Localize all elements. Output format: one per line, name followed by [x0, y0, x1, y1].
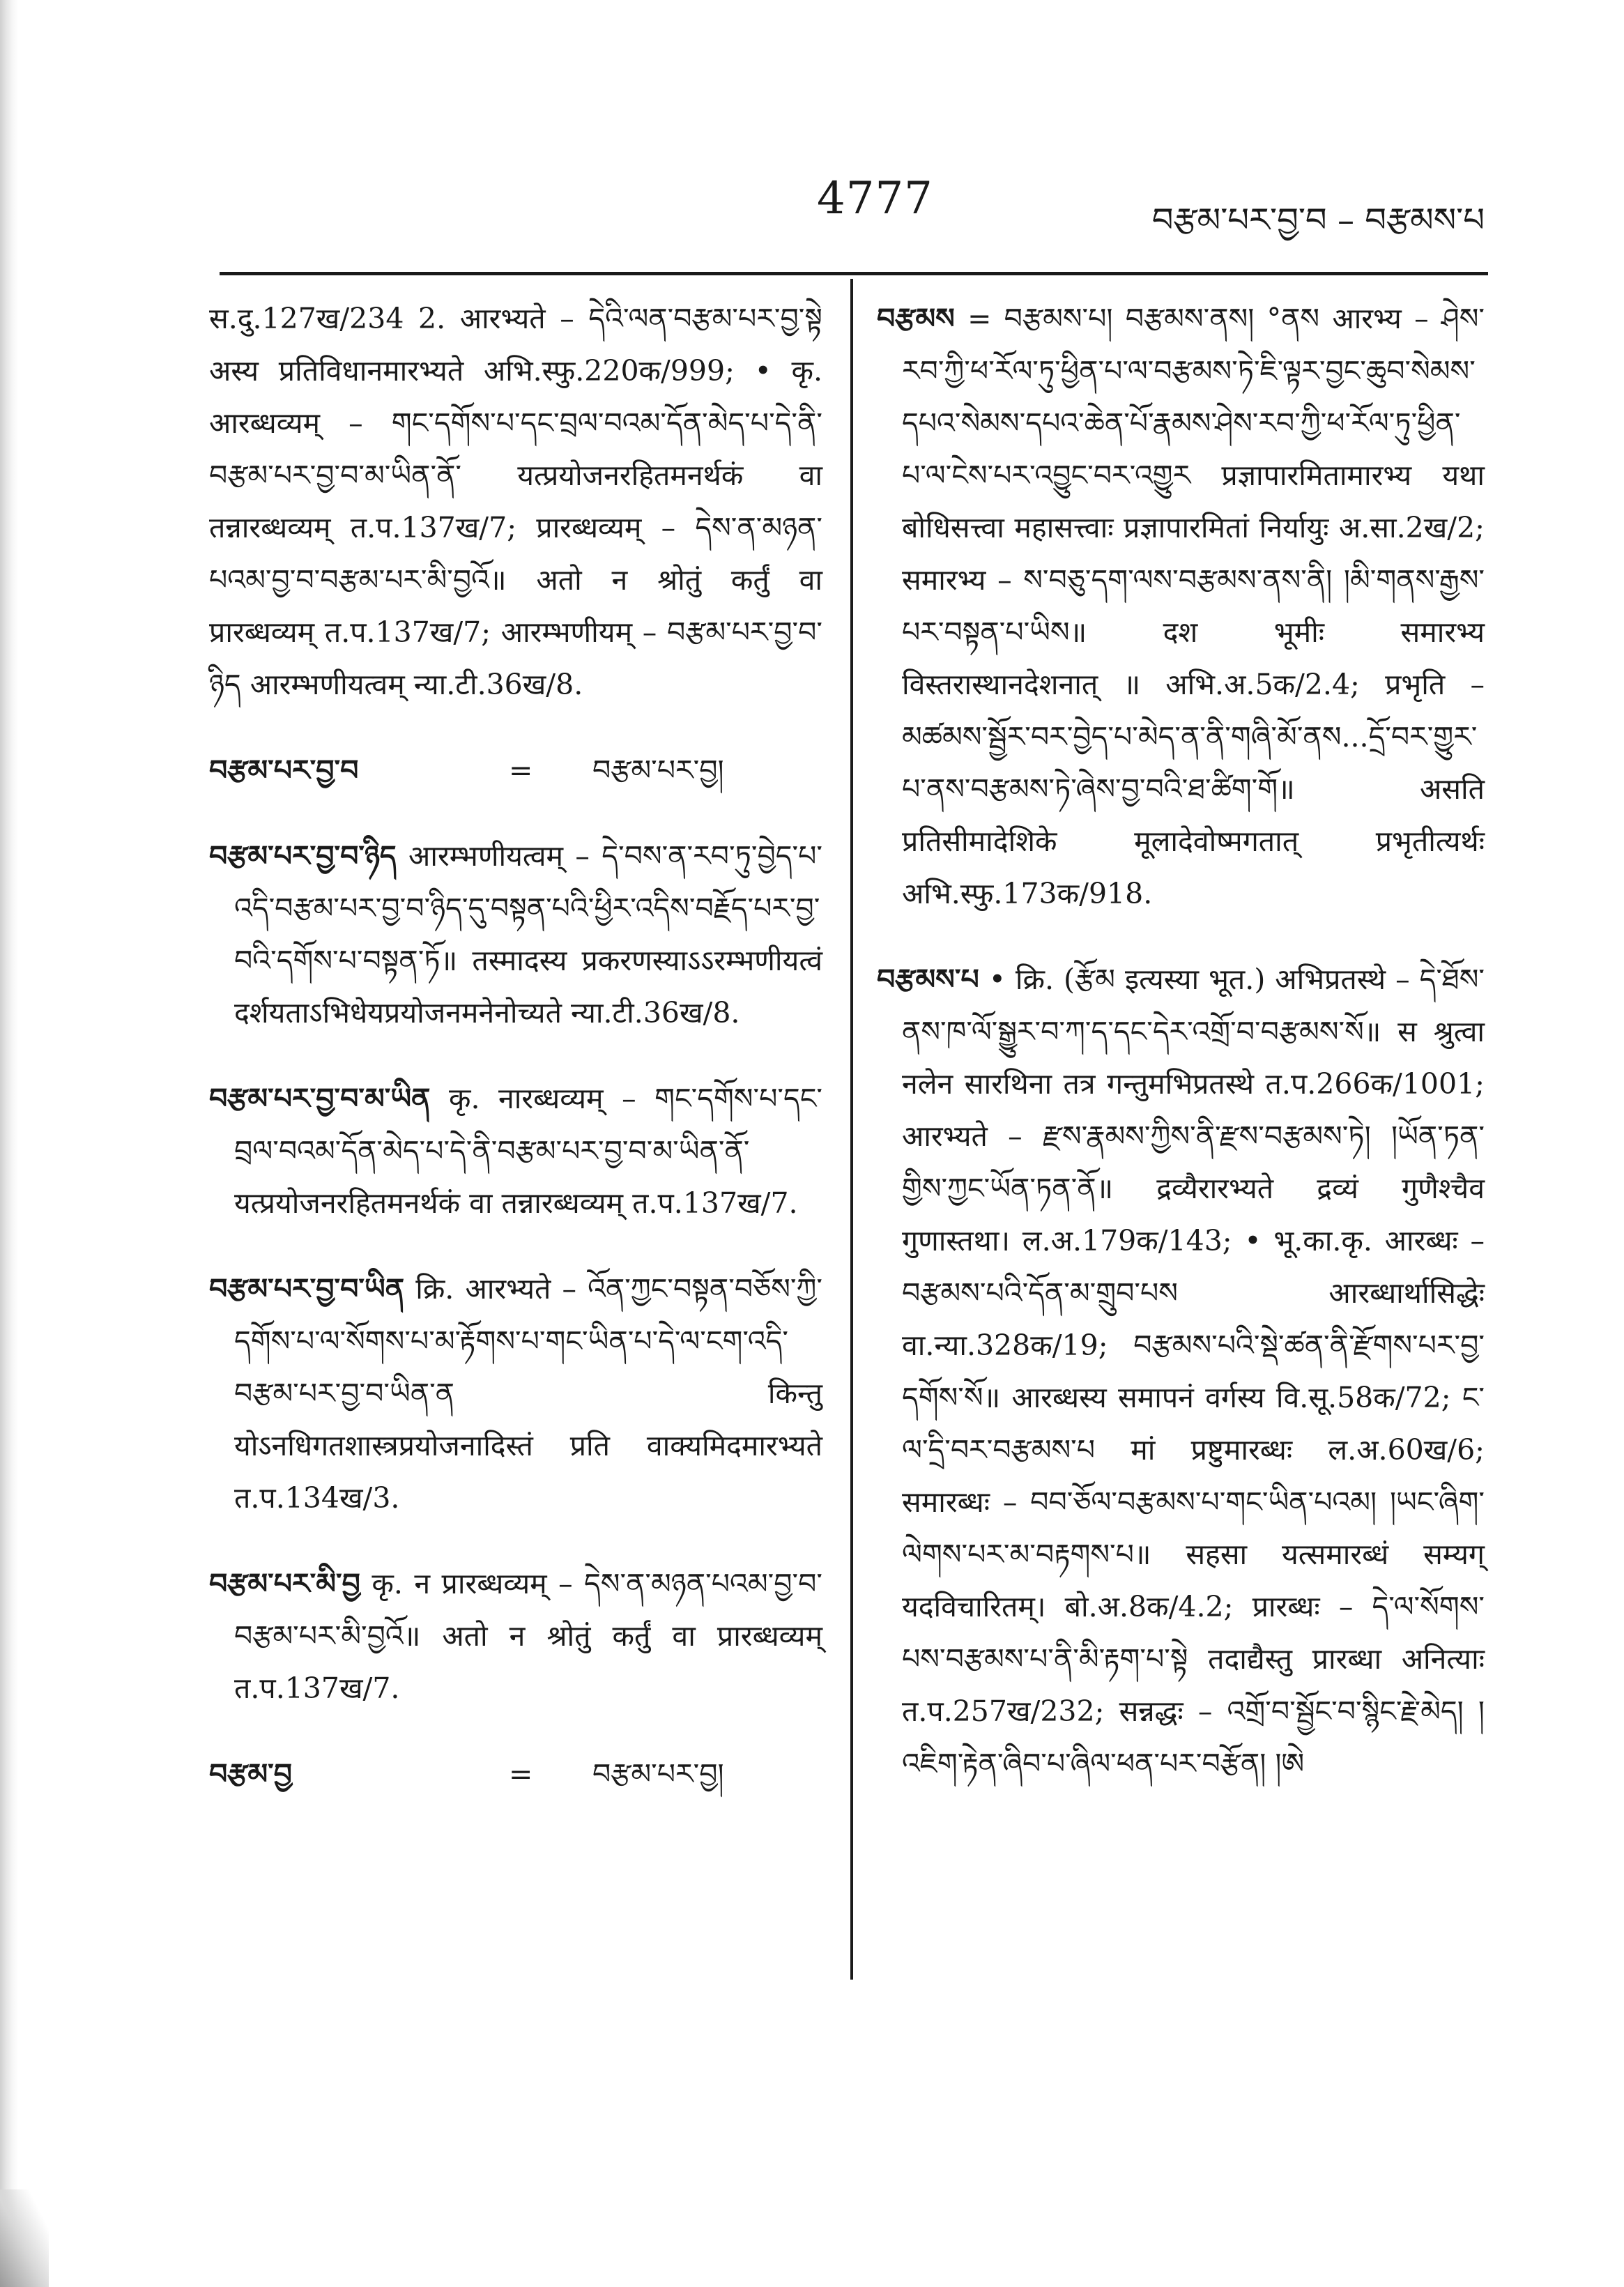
dictionary-entry: [209, 830, 822, 1039]
header-rule: [220, 272, 1488, 275]
entry-body: = བརྩམས་པ། བརྩམས་ནས། °ནས आरभ्य – ཤེས་རབ་ཀྱི་ཕ་རོལ་ཏུ་ཕྱིན་པ་ལ་བརྩམས་ཏེ་ཇི་ལྟར་བྱང་ཆུབ་སེམས་དཔའ་སེམས་དཔའ་ཆེན་པོ་རྣམས་ཤེས་རབ་ཀྱི་ཕ་རོལ་ཏུ་ཕྱིན་པ་ལ་ངེས་པར་འབྱུང་བར་འགྱུར प्रज्ञापारमितामारभ्य यथा बोधिसत्त्वा महासत्त्वाः प्रज्ञापारमितां निर्यायुः अ.सा.2ख/2; समारभ्य – ས་བཅུ་དག་ལས་བརྩམས་ནས་ནི། །མི་གནས་རྒྱས་པར་བསྟན་པ་ཡིས॥ दश भूमीः समारभ्य विस्तरास्थानदेशनात् ॥ अभि.अ.5क/2.4; प्रभृति – མཚམས་སྦྱོར་བར་བྱེད་པ་མེད་ན་ནི་གཞི་མོ་ནས...དྲོ་བར་གྱུར་པ་ནས་བརྩམས་ཏེ་ཞེས་བྱ་བའི་ཐ་ཚིག་གོ॥ असति प्रतिसीमादेशिके मूलादेवोष्मगतात् प्रभृतीत्यर्थः अभि.स्फु.173क/918.: [902, 302, 1485, 910]
running-head: བརྩམ་པར་བྱ་བ – བརྩམས་པ: [1151, 201, 1485, 240]
entry-body: कृ. न प्रारब्धव्यम् – དེས་ན་མཉན་པའམ་བྱ་བ་བརྩམ་པར་མི་བྱའོ॥ अतो न श्रोतुं कर्तुं वा प्रारब्धव्यम् त.प.137ख/7.: [234, 1567, 822, 1705]
dictionary-entry: [877, 293, 1485, 920]
dictionary-entry: [877, 954, 1485, 1790]
entry-body: कृ. नारब्धव्यम् – གང་དགོས་པ་དང་བྲལ་བའམ་དོན་མེད་པ་དེ་ནི་བརྩམ་པར་བྱ་བ་མ་ཡིན་ནོ་ यत्प्रयोजनरहितमनर्थकं वा तन्नारब्धव्यम् त.प.137ख/7.: [234, 1082, 822, 1220]
headword: བརྩམ་པར་བྱ་བ་ཡིན: [209, 1272, 405, 1306]
equals-sign: =: [509, 1757, 533, 1791]
headword: བརྩམས་པ: [877, 963, 979, 996]
left-column: [209, 293, 822, 1834]
equals-sign: =: [509, 754, 533, 787]
page-number: 4777: [817, 173, 933, 224]
reference-target: བརྩམ་པར་བྱ།: [592, 754, 724, 787]
reference-target: བརྩམ་པར་བྱ།: [592, 1757, 724, 1791]
dictionary-entry: [209, 1073, 822, 1230]
dictionary-entry: [209, 1263, 822, 1524]
headword: བརྩམ་པར་མི་བྱ: [209, 1567, 360, 1600]
headword: བརྩམས: [877, 302, 955, 335]
headword: བརྩམ་བྱ: [209, 1757, 293, 1791]
dictionary-entry: [209, 1558, 822, 1715]
headword: བརྩམ་པར་བྱ་བ་མ་ཡིན: [209, 1082, 431, 1115]
headword: བརྩམ་པར་བྱ་བ་ཉིད: [209, 839, 397, 873]
entry-body: • क्रि. (རྩོམ इत्यस्या भूत.) अभिप्रतस्थे – དེ་ཐོས་ནས་ཁ་ལོ་སྒྱུར་བ་ཀ་ད་དང་དེར་འགྲོ་བ་བརྩམས་སོ॥ स श्रुत्वा नलेन सारथिना तत्र गन्तुमभिप्रतस्थे त.प.266क/1001; आरभ्यते – རྫས་རྣམས་ཀྱིས་ནི་རྫས་བརྩམས་ཏེ། །ཡོན་ཏན་གྱིས་ཀྱང་ཡོན་ཏན་ནོ॥ द्रव्यैरारभ्यते द्रव्यं गुणैश्चैव गुणास्तथा। ल.अ.179क/143; • भू.का.कृ. आरब्धः – བརྩམས་པའི་དོན་མ་གྲུབ་པས आरब्धार्थासिद्धेः वा.न्या.328क/19; བརྩམས་པའི་སྡེ་ཚན་ནི་རྫོགས་པར་བྱ་དགོས་སོ॥ आरब्धस्य समापनं वर्गस्य वि.सू.58क/72; ང་ལ་དྲི་བར་བརྩམས་པ मां प्रष्टुमारब्धः ल.अ.60ख/6; समारब्धः – བབ་ཅོལ་བརྩམས་པ་གང་ཡིན་པའམ། །ཡང་ཞིག་ལེགས་པར་མ་བརྟགས་པ॥ सहसा यत्समारब्धं सम्यग् यदविचारितम्। बो.अ.8क/4.2; प्रारब्धः – དེ་ལ་སོགས་པས་བརྩམས་པ་ནི་མི་རྟག་པ་སྟེ तदाद्यैस्तु प्रारब्धा अनित्याः त.प.257ख/232; सन्नद्धः – འགྲོ་བ་སྦྱོང་བ་སྙིང་རྗེ་མེད། །འཇིག་རྟེན་ཞིབ་པ་ཞིལ་ཕན་པར་བརྩོན། །ཨེ: [902, 963, 1485, 1780]
continued-entry: स.दु.127ख/234 2. आरभ्यते – དེའི་ལན་བརྩམ་པར་བྱ་སྟེ अस्य प्रतिविधानमारभ्यते अभि.स्फु.220क/999; • कृ. आरब्धव्यम् – གང་དགོས་པ་དང་བྲལ་བའམ་དོན་མེད་པ་དེ་ནི་བརྩམ་པར་བྱ་བ་མ་ཡིན་ནོ་ यत्प्रयोजनरहितमनर्थकं वा तन्नारब्धव्यम् त.प.137ख/7; प्रारब्धव्यम् – དེས་ན་མཉན་པའམ་བྱ་བ་བརྩམ་པར་མི་བྱའོ॥ अतो न श्रोतुं कर्तुं वा प्रारब्धव्यम् त.प.137ख/7; आरम्भणीयम् – བརྩམ་པར་བྱ་བ་ཉིད आरम्भणीयत्वम् न्या.टी.36ख/8.: [209, 302, 822, 701]
scan-left-edge: [0, 0, 18, 2287]
entry-body: क्रि. आरभ्यते – འོན་ཀྱང་བསྟན་བཅོས་ཀྱི་དགོས་པ་ལ་སོགས་པ་མ་རྟོགས་པ་གང་ཡིན་པ་དེ་ལ་ངག་འདི་བརྩམ་པར་བྱ་བ་ཡིན་ན किन्तु योऽनधिगतशास्त्रप्रयोजनादिस्तं प्रति वाक्यमिदमारभ्यते त.प.134ख/3.: [234, 1272, 822, 1515]
headword: བརྩམ་པར་བྱ་བ: [209, 754, 359, 787]
entry-body: आरम्भणीयत्वम् – དེ་བས་ན་རབ་ཏུ་བྱེད་པ་འདི་བརྩམ་པར་བྱ་བ་ཉིད་དུ་བསྟན་པའི་ཕྱིར་འདིས་བརྗོད་པར་བྱ་བའི་དགོས་པ་བསྟན་ཏོ॥ तस्मादस्य प्रकरणस्याऽऽरम्भणीयत्वं दर्शयताऽभिधेयप्रयोजनमनेनोच्यते न्या.टी.36ख/8.: [234, 839, 822, 1030]
scan-corner-shadow: [0, 2189, 49, 2287]
cross-reference: [209, 1748, 822, 1800]
cross-reference: [209, 744, 822, 797]
column-divider: [850, 279, 853, 1980]
right-column: [877, 293, 1485, 1823]
